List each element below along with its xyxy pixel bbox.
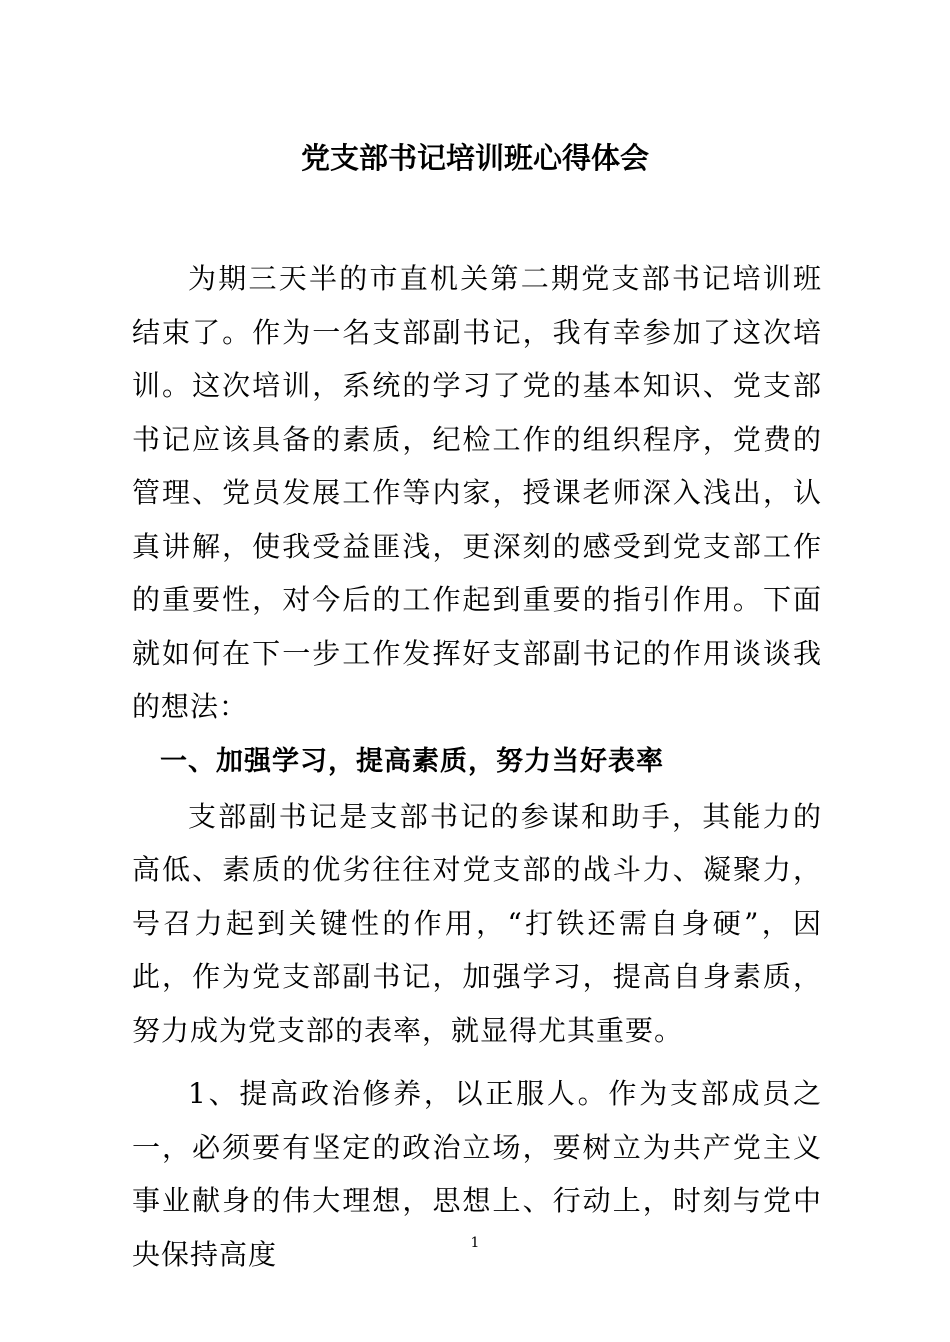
section-paragraph: 支部副书记是支部书记的参谋和助手，其能力的高低、素质的优劣往往对党支部的战斗力、凝聚力，号召力起到关键性的作用，“打铁还需自身硬”，因此，作为党支部副书记，加强学习，提高自身素质，努力成为党支部的表率，就显得尤其重要。 <box>132 799 822 1047</box>
document-title: 党支部书记培训班心得体会 <box>300 141 649 175</box>
point-paragraph: 1、提高政治修养，以正服人。作为支部成员之一，必须要有坚定的政治立场，要树立为共产党主义事业献身的伟大理想，思想上、行动上，时刻与党中央保持高度 <box>132 1077 822 1271</box>
document-body <box>132 252 822 1281</box>
paragraph-gap <box>132 1057 822 1067</box>
intro-paragraph: 为期三天半的市直机关第二期党支部书记培训班结束了。作为一名支部副书记，我有幸参加了这次培训。这次培训，系统的学习了党的基本知识、党支部书记应该具备的素质，纪检工作的组织程序，党费的管理、党员发展工作等内家，授课老师深入浅出，认真讲解，使我受益匪浅，更深刻的感受到党支部工作的重要性，对今后的工作起到重要的指引作用。下面就如何在下一步工作发挥好支部副书记的作用谈谈我的想法： <box>132 262 822 723</box>
section-heading: 一、加强学习，提高素质，努力当好表率 <box>160 745 664 777</box>
page-number: 1 <box>470 1235 480 1251</box>
